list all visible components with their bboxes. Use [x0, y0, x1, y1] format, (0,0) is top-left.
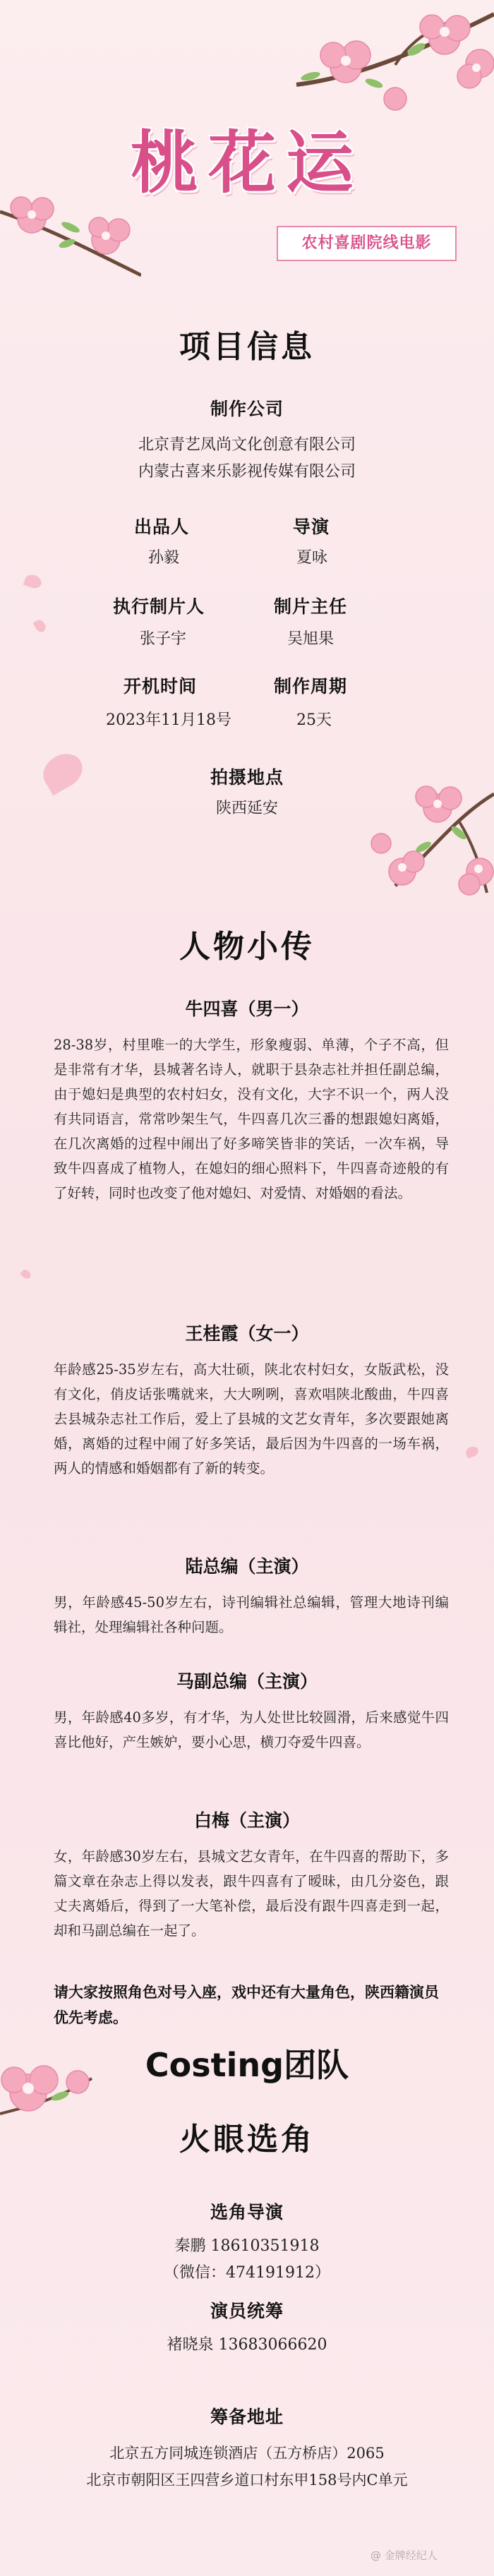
coordinator-contact: 褚晓泉 13683066620: [167, 2336, 327, 2354]
character-desc-niu-sixi: 28-38岁，村里唯一的大学生，形象瘦弱、单薄，个子不高，但是非常有才华，县城著名诗人，就职于县杂志社并担任副总编，由于媳妇是典型的农村妇女，没有文化，大字不识一个，两人没有共同语言，常常吵架生气，牛四喜几次三番的想跟媳妇离婚，在几次离婚的过程中闹出了好多啼笑皆非的笑话，一次车祸，导致牛四喜成了植物人，在媳妇的细心照料下，牛四喜奇迹般的有了好转，同时也改变了他对媳妇、对爱情、对婚姻的看法。: [54, 1037, 449, 1201]
company-1: 北京青艺凤尚文化创意有限公司: [138, 436, 356, 454]
petal-decoration: [20, 1268, 32, 1280]
petal-decoration: [32, 618, 47, 634]
production-cycle: 25天: [296, 711, 332, 729]
location: 陕西延安: [215, 800, 278, 817]
character-name-niu-sixi: 牛四喜（男一）: [185, 999, 309, 1019]
petal-decoration: [464, 1445, 480, 1458]
company-2: 内蒙古喜来乐影视传媒有限公司: [138, 463, 356, 481]
production-cycle-label: 制作周期: [274, 676, 348, 697]
casting-director-wechat: （微信：474191912）: [164, 2264, 330, 2282]
watermark: @ 金牌经纪人: [370, 2549, 438, 2562]
production-head-label: 制片主任: [274, 596, 348, 617]
start-date: 2023年11月18号: [106, 711, 231, 729]
character-name-wang-guixia: 王桂霞（女一）: [185, 1323, 309, 1344]
character-name-bai-mei: 白梅（主演）: [193, 1810, 300, 1831]
character-name-lu-zongbian: 陆总编（主演）: [185, 1556, 309, 1577]
character-desc-lu-zongbian: 男，年龄感45-50岁左右，诗刊编辑社总编辑，管理大地诗刊编辑社，处理编辑社各种问题。: [54, 1594, 449, 1635]
producer-name: 孙毅: [148, 549, 180, 567]
casting-brand: 火眼选角: [179, 2121, 315, 2157]
casting-team-heading: Costing团队: [145, 2046, 349, 2084]
subtitle-badge: 农村喜剧院线电影: [277, 226, 457, 261]
location-label: 拍摄地点: [210, 767, 284, 788]
venue-line-2: 北京市朝阳区王四营乡道口村东甲158号内C单元: [86, 2472, 408, 2488]
character-desc-ma-fuzongbian: 男，年龄感40多岁，有才华，为人处世比较圆滑，后来感觉牛四喜比他好，产生嫉妒，要小心思，横刀夺爱牛四喜。: [54, 1709, 449, 1750]
exec-producer-name: 张子宇: [140, 630, 187, 648]
coordinator-label: 演员统筹: [210, 2301, 284, 2321]
character-desc-bai-mei: 女，年龄感30岁左右，县城文艺女青年，在牛四喜的帮助下，多篇文章在杂志上得以发表，跟牛四喜有了暧昧，由几分姿色，跟丈夫离婚后，得到了一大笔补偿，最后没有跟牛四喜走到一起，却和马副总编在一起了。: [54, 1848, 449, 1939]
producer-label: 出品人: [134, 517, 190, 537]
exec-producer-label: 执行制片人: [113, 596, 205, 617]
characters-heading: 人物小传: [179, 929, 315, 965]
petal-decoration: [23, 572, 44, 590]
character-name-ma-fuzongbian: 马副总编（主演）: [176, 1671, 318, 1692]
project-info-heading: 项目信息: [179, 329, 315, 365]
venue-line-1: 北京五方同城连锁酒店（五方桥店）2065: [109, 2445, 385, 2462]
poster-title: 桃花运: [131, 124, 363, 203]
start-date-label: 开机时间: [124, 676, 198, 697]
casting-director-label: 选角导演: [210, 2202, 284, 2222]
casting-note: 请大家按照角色对号入座，戏中还有大量角色，陕西籍演员优先考虑。: [54, 1984, 439, 2026]
director-name: 夏咏: [296, 549, 328, 567]
company-label: 制作公司: [210, 399, 284, 419]
production-head-name: 吴旭果: [287, 630, 335, 648]
director-label: 导演: [293, 517, 330, 537]
casting-director-contact: 秦鹏 18610351918: [174, 2237, 320, 2255]
venue-label: 筹备地址: [210, 2407, 284, 2427]
character-desc-wang-guixia: 年龄感25-35岁左右，高大壮硕，陕北农村妇女，女版武松，没有文化，俏皮话张嘴就来，大大咧咧，喜欢唱陕北酸曲，牛四喜去县城杂志社工作后，爱上了县城的文艺女青年，多次要跟她离婚，离婚的过程中闹了好多笑话，最后因为牛四喜的一场车祸，两人的情感和婚姻都有了新的转变。: [54, 1361, 449, 1476]
peach-blossom-branch-right: [353, 766, 494, 907]
